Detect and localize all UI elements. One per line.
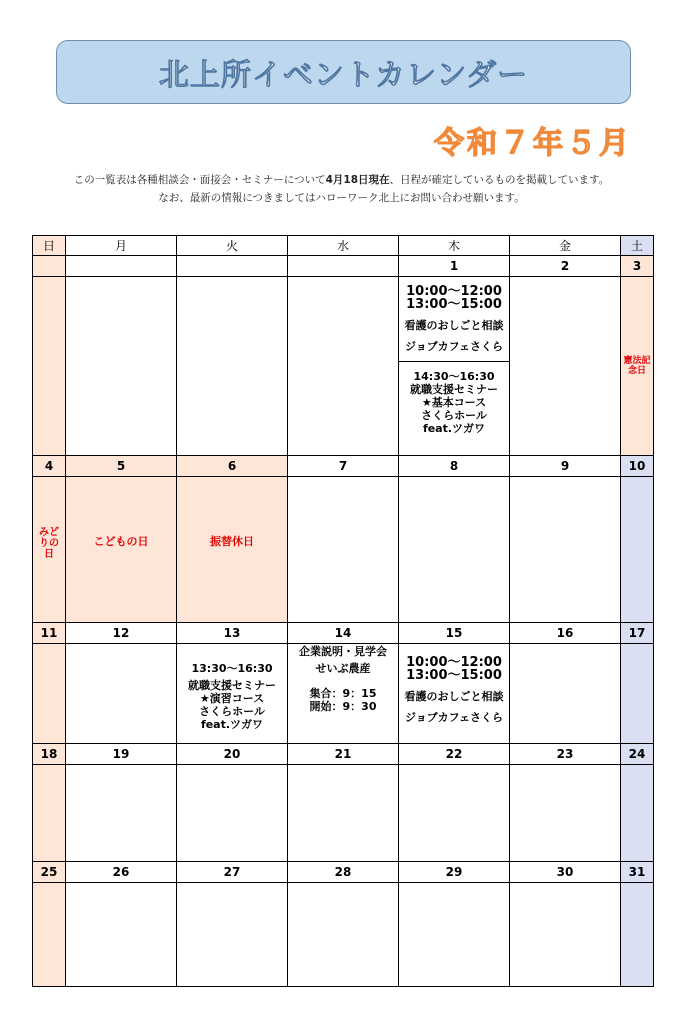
day-number: 13 xyxy=(177,623,288,644)
day-number: 14 xyxy=(288,623,399,644)
event-title: 就職支援セミナー xyxy=(410,383,498,396)
week-5-events xyxy=(33,883,654,987)
week-5-dates xyxy=(33,862,654,883)
day-cell-may15 xyxy=(399,644,510,744)
weekday-fri: 金 xyxy=(510,236,621,256)
day-cell-may13 xyxy=(177,644,288,744)
event-may14 xyxy=(288,644,398,713)
event-may1 xyxy=(399,277,509,435)
event-place: ジョブカフェさくら xyxy=(404,340,504,353)
day-number: 15 xyxy=(399,623,510,644)
day-cell-may3 xyxy=(621,277,654,456)
event-company: せいぶ農産 xyxy=(315,662,371,675)
day-cell xyxy=(66,277,177,456)
event-place: ジョブカフェさくら xyxy=(404,711,504,724)
day-number: 10 xyxy=(621,456,654,477)
day-number: 28 xyxy=(288,862,399,883)
week-1-events xyxy=(33,277,654,456)
day-number: 22 xyxy=(399,744,510,765)
event-time: 13:00～15:00 xyxy=(406,668,502,683)
weekday-sun: 日 xyxy=(33,236,66,256)
event-time: 10:00～12:00 xyxy=(406,284,502,299)
holiday-label: 振替休日 xyxy=(210,535,254,548)
holiday-label: 憲法記念日 xyxy=(623,356,651,376)
day-number: 31 xyxy=(621,862,654,883)
day-number: 26 xyxy=(66,862,177,883)
calendar-grid xyxy=(32,235,654,987)
day-number: 29 xyxy=(399,862,510,883)
weekday-tue: 火 xyxy=(177,236,288,256)
day-number: 19 xyxy=(66,744,177,765)
day-number: 5 xyxy=(66,456,177,477)
day-cell xyxy=(33,644,66,744)
day-cell-may6 xyxy=(177,477,288,623)
event-may15 xyxy=(399,644,509,724)
week-2-dates xyxy=(33,456,654,477)
week-4-events xyxy=(33,765,654,862)
day-cell-may1 xyxy=(399,277,510,456)
holiday-label: こどもの日 xyxy=(93,535,149,548)
event-feat: feat.ツガワ xyxy=(422,422,486,435)
day-cell xyxy=(510,277,621,456)
month-label: 令和７年５月 xyxy=(434,126,632,161)
day-cell xyxy=(288,477,399,623)
day-cell xyxy=(288,765,399,862)
day-cell xyxy=(510,644,621,744)
day-number: 27 xyxy=(177,862,288,883)
weekday-wed: 水 xyxy=(288,236,399,256)
week-2-events xyxy=(33,477,654,623)
event-title: 企業説明・見学会 xyxy=(299,645,387,658)
day-cell xyxy=(177,883,288,987)
event-course: ★演習コース xyxy=(199,692,265,705)
week-1-dates xyxy=(33,256,654,277)
event-place: さくらホール xyxy=(199,705,265,718)
day-number: 2 xyxy=(510,256,621,277)
day-cell xyxy=(621,644,654,744)
week-3-dates xyxy=(33,623,654,644)
day-cell xyxy=(399,477,510,623)
notice-line-1: この一覧表は各種相談会・面接会・セミナーについて4月18日現在、日程が確定しているものを掲載しています。 xyxy=(73,174,610,186)
event-seminar-may1 xyxy=(399,361,509,435)
day-number: 23 xyxy=(510,744,621,765)
day-cell-may5 xyxy=(66,477,177,623)
event-time: 14:30～16:30 xyxy=(413,370,495,383)
event-gather-time: 集合：9：15 xyxy=(309,687,377,700)
day-cell xyxy=(621,765,654,862)
weekday-thu: 木 xyxy=(399,236,510,256)
day-number: 1 xyxy=(399,256,510,277)
day-number: 25 xyxy=(33,862,66,883)
day-cell xyxy=(177,765,288,862)
day-number: 21 xyxy=(288,744,399,765)
day-number: 20 xyxy=(177,744,288,765)
event-title: 看護のおしごと相談 xyxy=(404,690,504,703)
event-may13 xyxy=(177,644,287,731)
event-title: 就職支援セミナー xyxy=(188,679,276,692)
weekday-header-row xyxy=(33,236,654,256)
weekday-mon: 月 xyxy=(66,236,177,256)
day-cell xyxy=(288,277,399,456)
page-title: 北上所イベントカレンダー xyxy=(56,40,631,104)
event-time: 10:00～12:00 xyxy=(406,655,502,670)
day-number: 7 xyxy=(288,456,399,477)
event-time: 13:00～15:00 xyxy=(406,297,502,312)
day-cell xyxy=(33,883,66,987)
day-number: 11 xyxy=(33,623,66,644)
day-cell xyxy=(288,883,399,987)
day-cell xyxy=(510,883,621,987)
day-number xyxy=(288,256,399,277)
day-cell xyxy=(66,883,177,987)
day-number: 3 xyxy=(621,256,654,277)
event-time: 13:30～16:30 xyxy=(191,662,273,675)
day-cell-may4 xyxy=(33,477,66,623)
day-cell xyxy=(177,277,288,456)
day-number xyxy=(66,256,177,277)
day-cell xyxy=(510,765,621,862)
day-cell xyxy=(66,644,177,744)
day-number: 24 xyxy=(621,744,654,765)
event-place: さくらホール xyxy=(421,409,487,422)
day-cell xyxy=(33,277,66,456)
day-number: 30 xyxy=(510,862,621,883)
week-4-dates xyxy=(33,744,654,765)
day-number: 6 xyxy=(177,456,288,477)
day-number: 18 xyxy=(33,744,66,765)
event-title: 看護のおしごと相談 xyxy=(404,319,504,332)
weekday-sat: 土 xyxy=(621,236,654,256)
day-cell xyxy=(621,883,654,987)
day-cell xyxy=(399,883,510,987)
day-number: 17 xyxy=(621,623,654,644)
day-cell xyxy=(33,765,66,862)
day-number: 12 xyxy=(66,623,177,644)
event-start-time: 開始：9：30 xyxy=(309,700,377,713)
week-3-events xyxy=(33,644,654,744)
day-number: 9 xyxy=(510,456,621,477)
day-cell xyxy=(510,477,621,623)
notice-line-2: なお、最新の情報につきましてはハローワーク北上にお問い合わせ願います。 xyxy=(158,192,525,204)
day-cell-may14 xyxy=(288,644,399,744)
day-cell xyxy=(399,765,510,862)
holiday-label: みどりの日 xyxy=(39,527,59,560)
day-number: 16 xyxy=(510,623,621,644)
day-number xyxy=(33,256,66,277)
event-feat: feat.ツガワ xyxy=(200,718,264,731)
event-course: ★基本コース xyxy=(421,396,487,409)
day-cell xyxy=(66,765,177,862)
day-number xyxy=(177,256,288,277)
day-number: 4 xyxy=(33,456,66,477)
day-cell xyxy=(621,477,654,623)
day-number: 8 xyxy=(399,456,510,477)
